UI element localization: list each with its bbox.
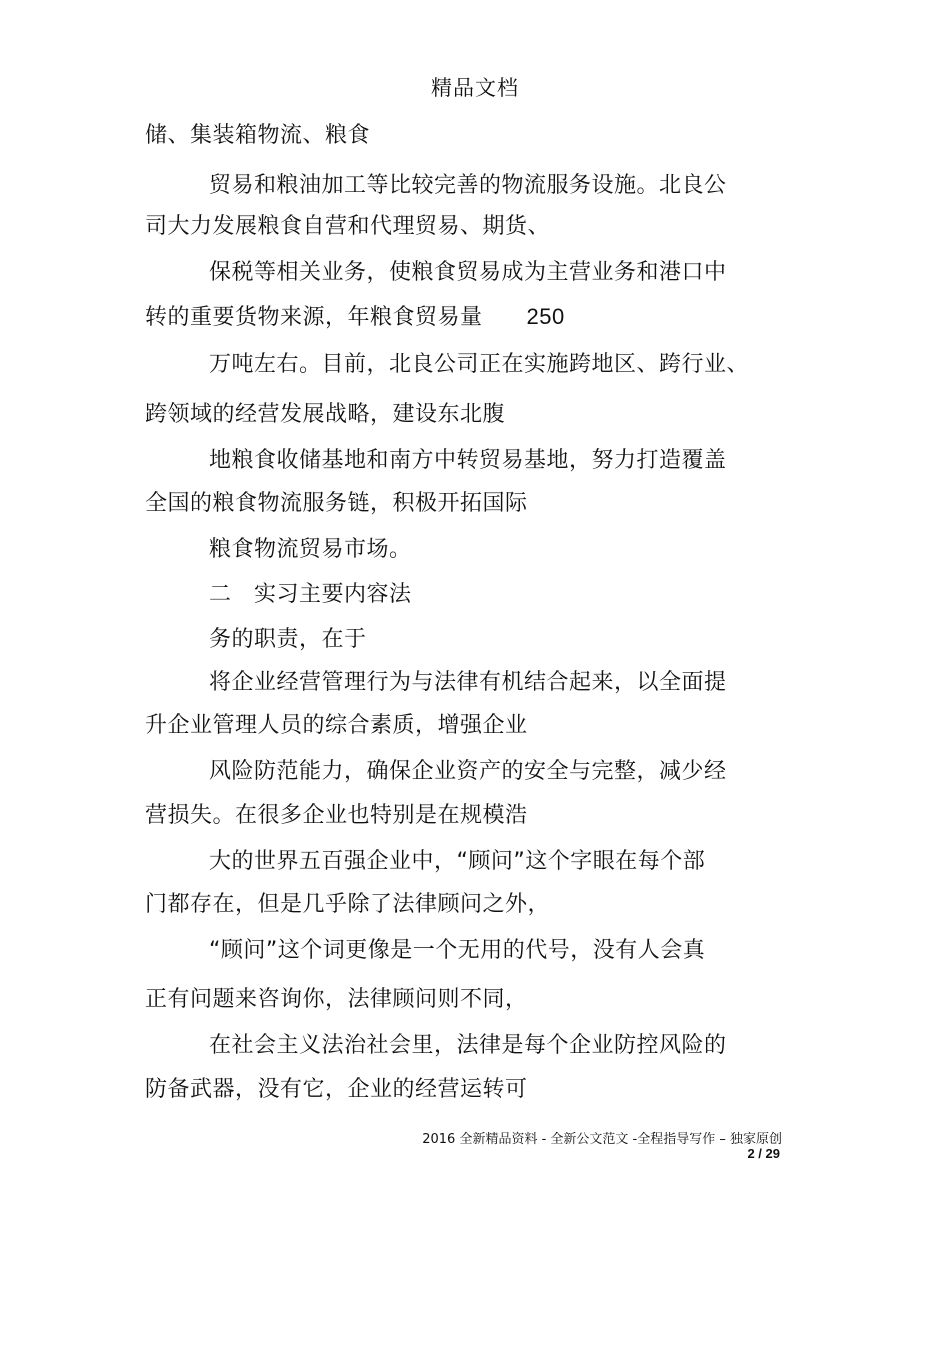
body-line: 粮食物流贸易市场。 bbox=[209, 537, 412, 562]
body-line: 升企业管理人员的综合素质，增强企业 bbox=[145, 713, 528, 738]
body-line: 司大力发展粮食自营和代理贸易、期货、 bbox=[145, 214, 551, 239]
body-line-with-number bbox=[145, 302, 565, 333]
body-line: 防备武器，没有它，企业的经营运转可 bbox=[145, 1077, 528, 1102]
page-header-title: 精品文档 bbox=[431, 76, 519, 100]
body-line: 万吨左右。目前，北良公司正在实施跨地区、跨行业、 bbox=[209, 352, 750, 377]
body-line: 大的世界五百强企业中，“顾问”这个字眼在每个部 bbox=[209, 849, 706, 874]
body-line: 全国的粮食物流服务链，积极开拓国际 bbox=[145, 491, 528, 516]
body-line: 正有问题来咨询你，法律顾问则不同， bbox=[145, 987, 528, 1012]
body-line: 地粮食收储基地和南方中转贸易基地，努力打造覆盖 bbox=[209, 448, 727, 473]
body-line: 门都存在，但是几乎除了法律顾问之外， bbox=[145, 892, 551, 917]
body-line: 将企业经营管理行为与法律有机结合起来，以全面提 bbox=[209, 670, 727, 695]
body-line: 跨领域的经营发展战略，建设东北腹 bbox=[145, 402, 506, 427]
body-line: 在社会主义法治社会里，法律是每个企业防控风险的 bbox=[209, 1033, 727, 1058]
section-heading: 二 实习主要内容法 bbox=[209, 582, 412, 607]
body-line: 务的职责，在于 bbox=[209, 627, 367, 652]
body-line-text: 转的重要货物来源，年粮食贸易量 bbox=[145, 305, 483, 330]
page-number: 2 / 29 bbox=[747, 1146, 780, 1161]
body-line: 储、集装箱物流、粮食 bbox=[145, 123, 371, 148]
body-line: 保税等相关业务，使粮食贸易成为主营业务和港口中 bbox=[209, 260, 727, 285]
footer-text: 2016 全新精品资料 - 全新公文范文 -全程指导写作 – 独家原创 bbox=[422, 1132, 782, 1147]
trade-volume-number: 250 bbox=[526, 304, 565, 329]
body-line: 贸易和粮油加工等比较完善的物流服务设施。北良公 bbox=[209, 173, 727, 198]
body-line: 营损失。在很多企业也特别是在规模浩 bbox=[145, 803, 528, 828]
body-line: “顾问”这个词更像是一个无用的代号，没有人会真 bbox=[209, 938, 706, 963]
body-line: 风险防范能力，确保企业资产的安全与完整，减少经 bbox=[209, 759, 727, 784]
